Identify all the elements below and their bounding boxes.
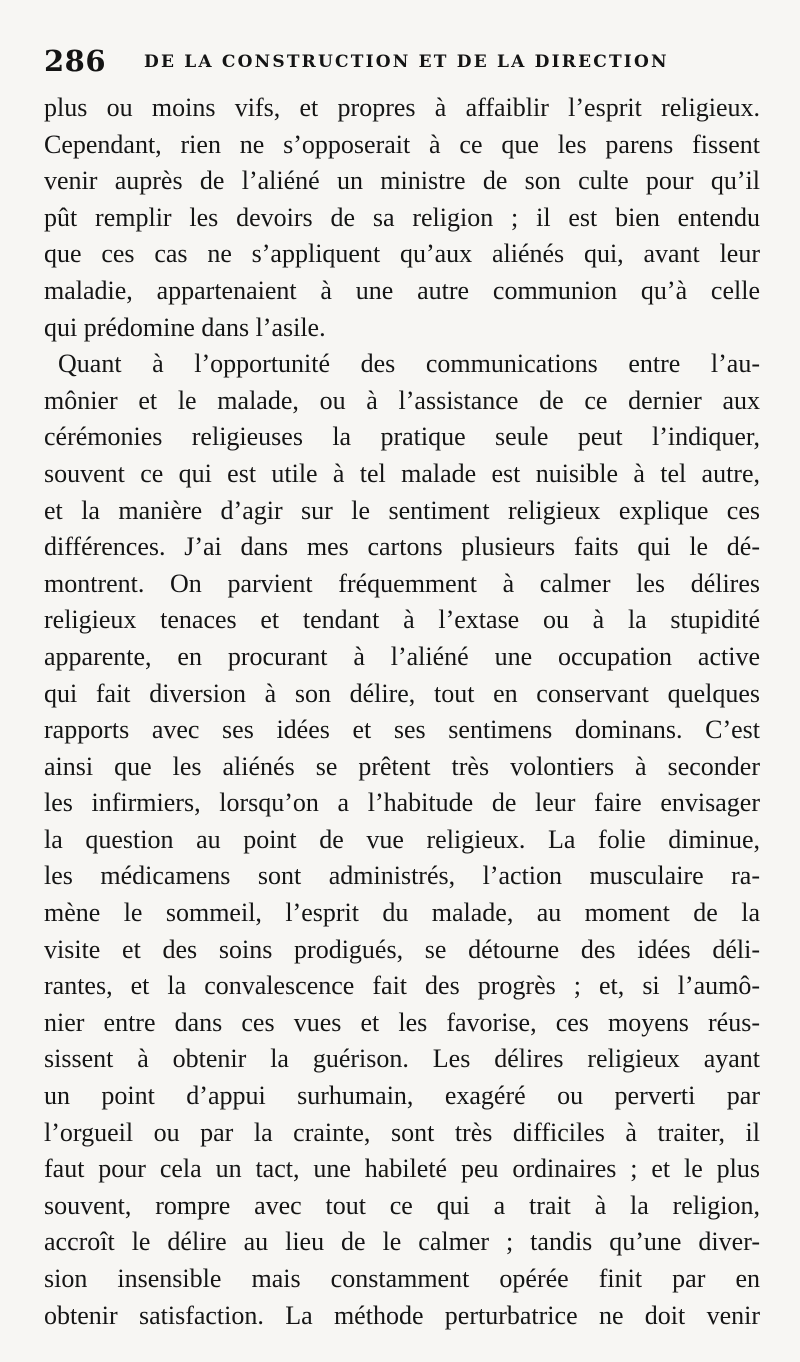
text-line: rantes, et la convalescence fait des progrès ; et, si l’aumô- xyxy=(44,971,760,1001)
text-line: que ces cas ne s’appliquent qu’aux aliénés qui, avant leur xyxy=(44,239,760,269)
body-text xyxy=(44,90,760,1334)
text-line: ainsi que les aliénés se prêtent très volontiers à seconder xyxy=(44,751,760,781)
text-line: mène le sommeil, l’esprit du malade, au moment de la xyxy=(44,898,760,928)
text-line: rapports avec ses idées et ses sentimens dominans. C’est xyxy=(44,715,760,745)
text-line: nier entre dans ces vues et les favorise, ces moyens réus- xyxy=(44,1007,760,1037)
text-line: les infirmiers, lorsqu’on a l’habitude de leur faire envisager xyxy=(44,788,760,818)
text-line: faut pour cela un tact, une habileté peu ordinaires ; et le plus xyxy=(44,1154,760,1184)
text-line: montrent. On parvient fréquemment à calmer les délires xyxy=(44,568,760,598)
text-line: mônier et le malade, ou à l’assistance de ce dernier aux xyxy=(44,385,760,415)
text-line: différences. J’ai dans mes cartons plusieurs faits qui le dé- xyxy=(44,532,760,562)
text-line: qui prédomine dans l’asile. xyxy=(44,312,326,342)
paragraph-start-line: Quant à l’opportunité des communications entre l’au- xyxy=(58,349,760,379)
text-line: sissent à obtenir la guérison. Les délires religieux ayant xyxy=(44,1044,760,1074)
text-line: souvent, rompre avec tout ce qui a trait à la religion, xyxy=(44,1190,760,1220)
text-line: apparente, en procurant à l’aliéné une occupation active xyxy=(44,641,760,671)
text-line: obtenir satisfaction. La méthode perturbatrice ne doit venir xyxy=(44,1300,760,1330)
text-line: et la manière d’agir sur le sentiment religieux explique ces xyxy=(44,495,760,525)
text-line: plus ou moins vifs, et propres à affaiblir l’esprit religieux. xyxy=(44,93,760,122)
text-line: souvent ce qui est utile à tel malade est nuisible à tel autre, xyxy=(44,458,760,488)
text-line: venir auprès de l’aliéné un ministre de son culte pour qu’il xyxy=(44,166,760,196)
text-line: un point d’appui surhumain, exagéré ou perverti par xyxy=(44,1081,760,1111)
text-line: Cependant, rien ne s’opposerait à ce que les parens fissent xyxy=(44,129,760,159)
page-number: 286 xyxy=(44,44,107,78)
text-line: accroît le délire au lieu de le calmer ; tandis qu’une diver- xyxy=(44,1227,760,1257)
text-line: pût remplir les devoirs de sa religion ; il est bien entendu xyxy=(44,202,760,232)
running-head: DE LA CONSTRUCTION ET DE LA DIRECTION xyxy=(144,52,669,72)
text-line: les médicamens sont administrés, l’action musculaire ra- xyxy=(44,861,760,891)
text-line: religieux tenaces et tendant à l’extase ou à la stupidité xyxy=(44,605,760,635)
text-line: qui fait diversion à son délire, tout en conservant quelques xyxy=(44,678,760,708)
text-line: la question au point de vue religieux. La folie diminue, xyxy=(44,824,760,854)
text-line: sion insensible mais constamment opérée finit par en xyxy=(44,1264,760,1293)
text-line: maladie, appartenaient à une autre communion qu’à celle xyxy=(44,275,760,305)
text-line: visite et des soins prodigués, se détourne des idées déli- xyxy=(44,934,760,964)
page-header xyxy=(44,44,764,80)
text-line: cérémonies religieuses la pratique seule peut l’indiquer, xyxy=(44,422,760,452)
text-line: l’orgueil ou par la crainte, sont très difficiles à traiter, il xyxy=(44,1117,760,1147)
